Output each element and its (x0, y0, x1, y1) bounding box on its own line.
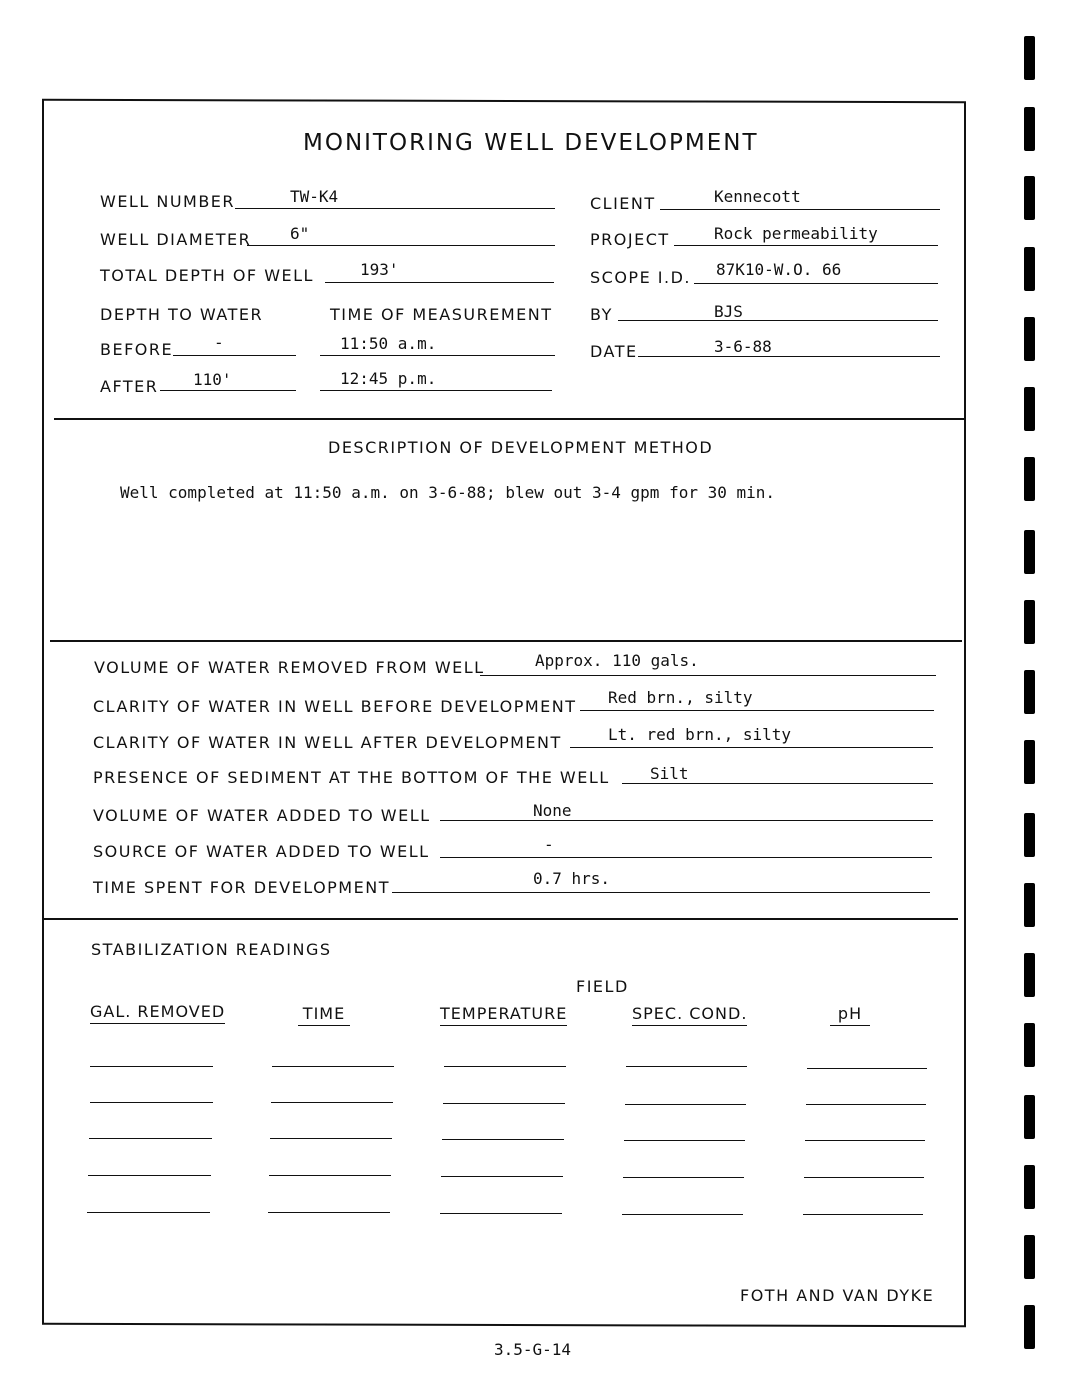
source-added-value: - (544, 835, 554, 854)
total-depth-label: TOTAL DEPTH OF WELL (100, 266, 314, 285)
scope-id-value: 87K10-W.O. 66 (716, 260, 842, 279)
description-heading: DESCRIPTION OF DEVELOPMENT METHOD (328, 438, 714, 457)
column-time: TIME (298, 1004, 350, 1026)
source-added-label: SOURCE OF WATER ADDED TO WELL (93, 842, 430, 861)
clarity-before-label: CLARITY OF WATER IN WELL BEFORE DEVELOPMENT (93, 697, 577, 716)
sediment-value: Silt (650, 764, 689, 783)
depth-to-water-label: DEPTH TO WATER (100, 305, 264, 324)
total-depth-value: 193' (360, 260, 399, 279)
by-label: BY (590, 305, 613, 324)
after-time-value: 12:45 p.m. (340, 369, 437, 388)
after-label: AFTER (100, 377, 159, 396)
well-diameter-value: 6" (290, 224, 310, 243)
well-number-label: WELL NUMBER (100, 192, 236, 211)
column-temperature: TEMPERATURE (440, 1004, 567, 1026)
company-name: FOTH AND VAN DYKE (740, 1286, 935, 1305)
column-ph: pH (830, 1004, 870, 1026)
volume-added-label: VOLUME OF WATER ADDED TO WELL (93, 806, 431, 825)
project-value: Rock permeability (714, 224, 878, 243)
volume-removed-value: Approx. 110 gals. (535, 651, 699, 670)
date-value: 3-6-88 (714, 337, 772, 356)
description-text: Well completed at 11:50 a.m. on 3-6-88; blew out 3-4 gpm for 30 min. (120, 483, 776, 502)
section-divider (54, 418, 964, 420)
sediment-label: PRESENCE OF SEDIMENT AT THE BOTTOM OF THE WELL (93, 768, 610, 787)
section-divider (44, 918, 958, 920)
column-gal-removed: GAL. REMOVED (90, 1002, 225, 1024)
scope-id-label: SCOPE I.D. (590, 268, 691, 287)
well-number-value: TW-K4 (290, 187, 339, 206)
clarity-after-label: CLARITY OF WATER IN WELL AFTER DEVELOPMENT (93, 733, 562, 752)
stabilization-heading: STABILIZATION READINGS (91, 940, 332, 959)
time-of-measurement-label: TIME OF MEASUREMENT (330, 305, 553, 324)
column-spec-cond: SPEC. COND. (632, 1004, 747, 1026)
time-spent-label: TIME SPENT FOR DEVELOPMENT (93, 878, 390, 897)
before-label: BEFORE (100, 340, 174, 359)
field-label: FIELD (576, 977, 629, 996)
well-diameter-label: WELL DIAMETER (100, 230, 252, 249)
page-number: 3.5-G-14 (494, 1340, 572, 1359)
clarity-before-value: Red brn., silty (608, 688, 753, 707)
project-label: PROJECT (590, 230, 670, 249)
date-label: DATE (590, 342, 638, 361)
client-label: CLIENT (590, 194, 656, 213)
volume-removed-label: VOLUME OF WATER REMOVED FROM WELL (94, 658, 485, 677)
by-value: BJS (714, 302, 743, 321)
client-value: Kennecott (714, 187, 801, 206)
section-divider (50, 640, 962, 642)
before-time-value: 11:50 a.m. (340, 334, 437, 353)
after-depth-value: 110' (193, 370, 232, 389)
time-spent-value: 0.7 hrs. (533, 869, 611, 888)
volume-added-value: None (533, 801, 572, 820)
clarity-after-value: Lt. red brn., silty (608, 725, 792, 744)
form-title: MONITORING WELL DEVELOPMENT (303, 130, 759, 156)
before-depth-value: - (214, 333, 224, 352)
